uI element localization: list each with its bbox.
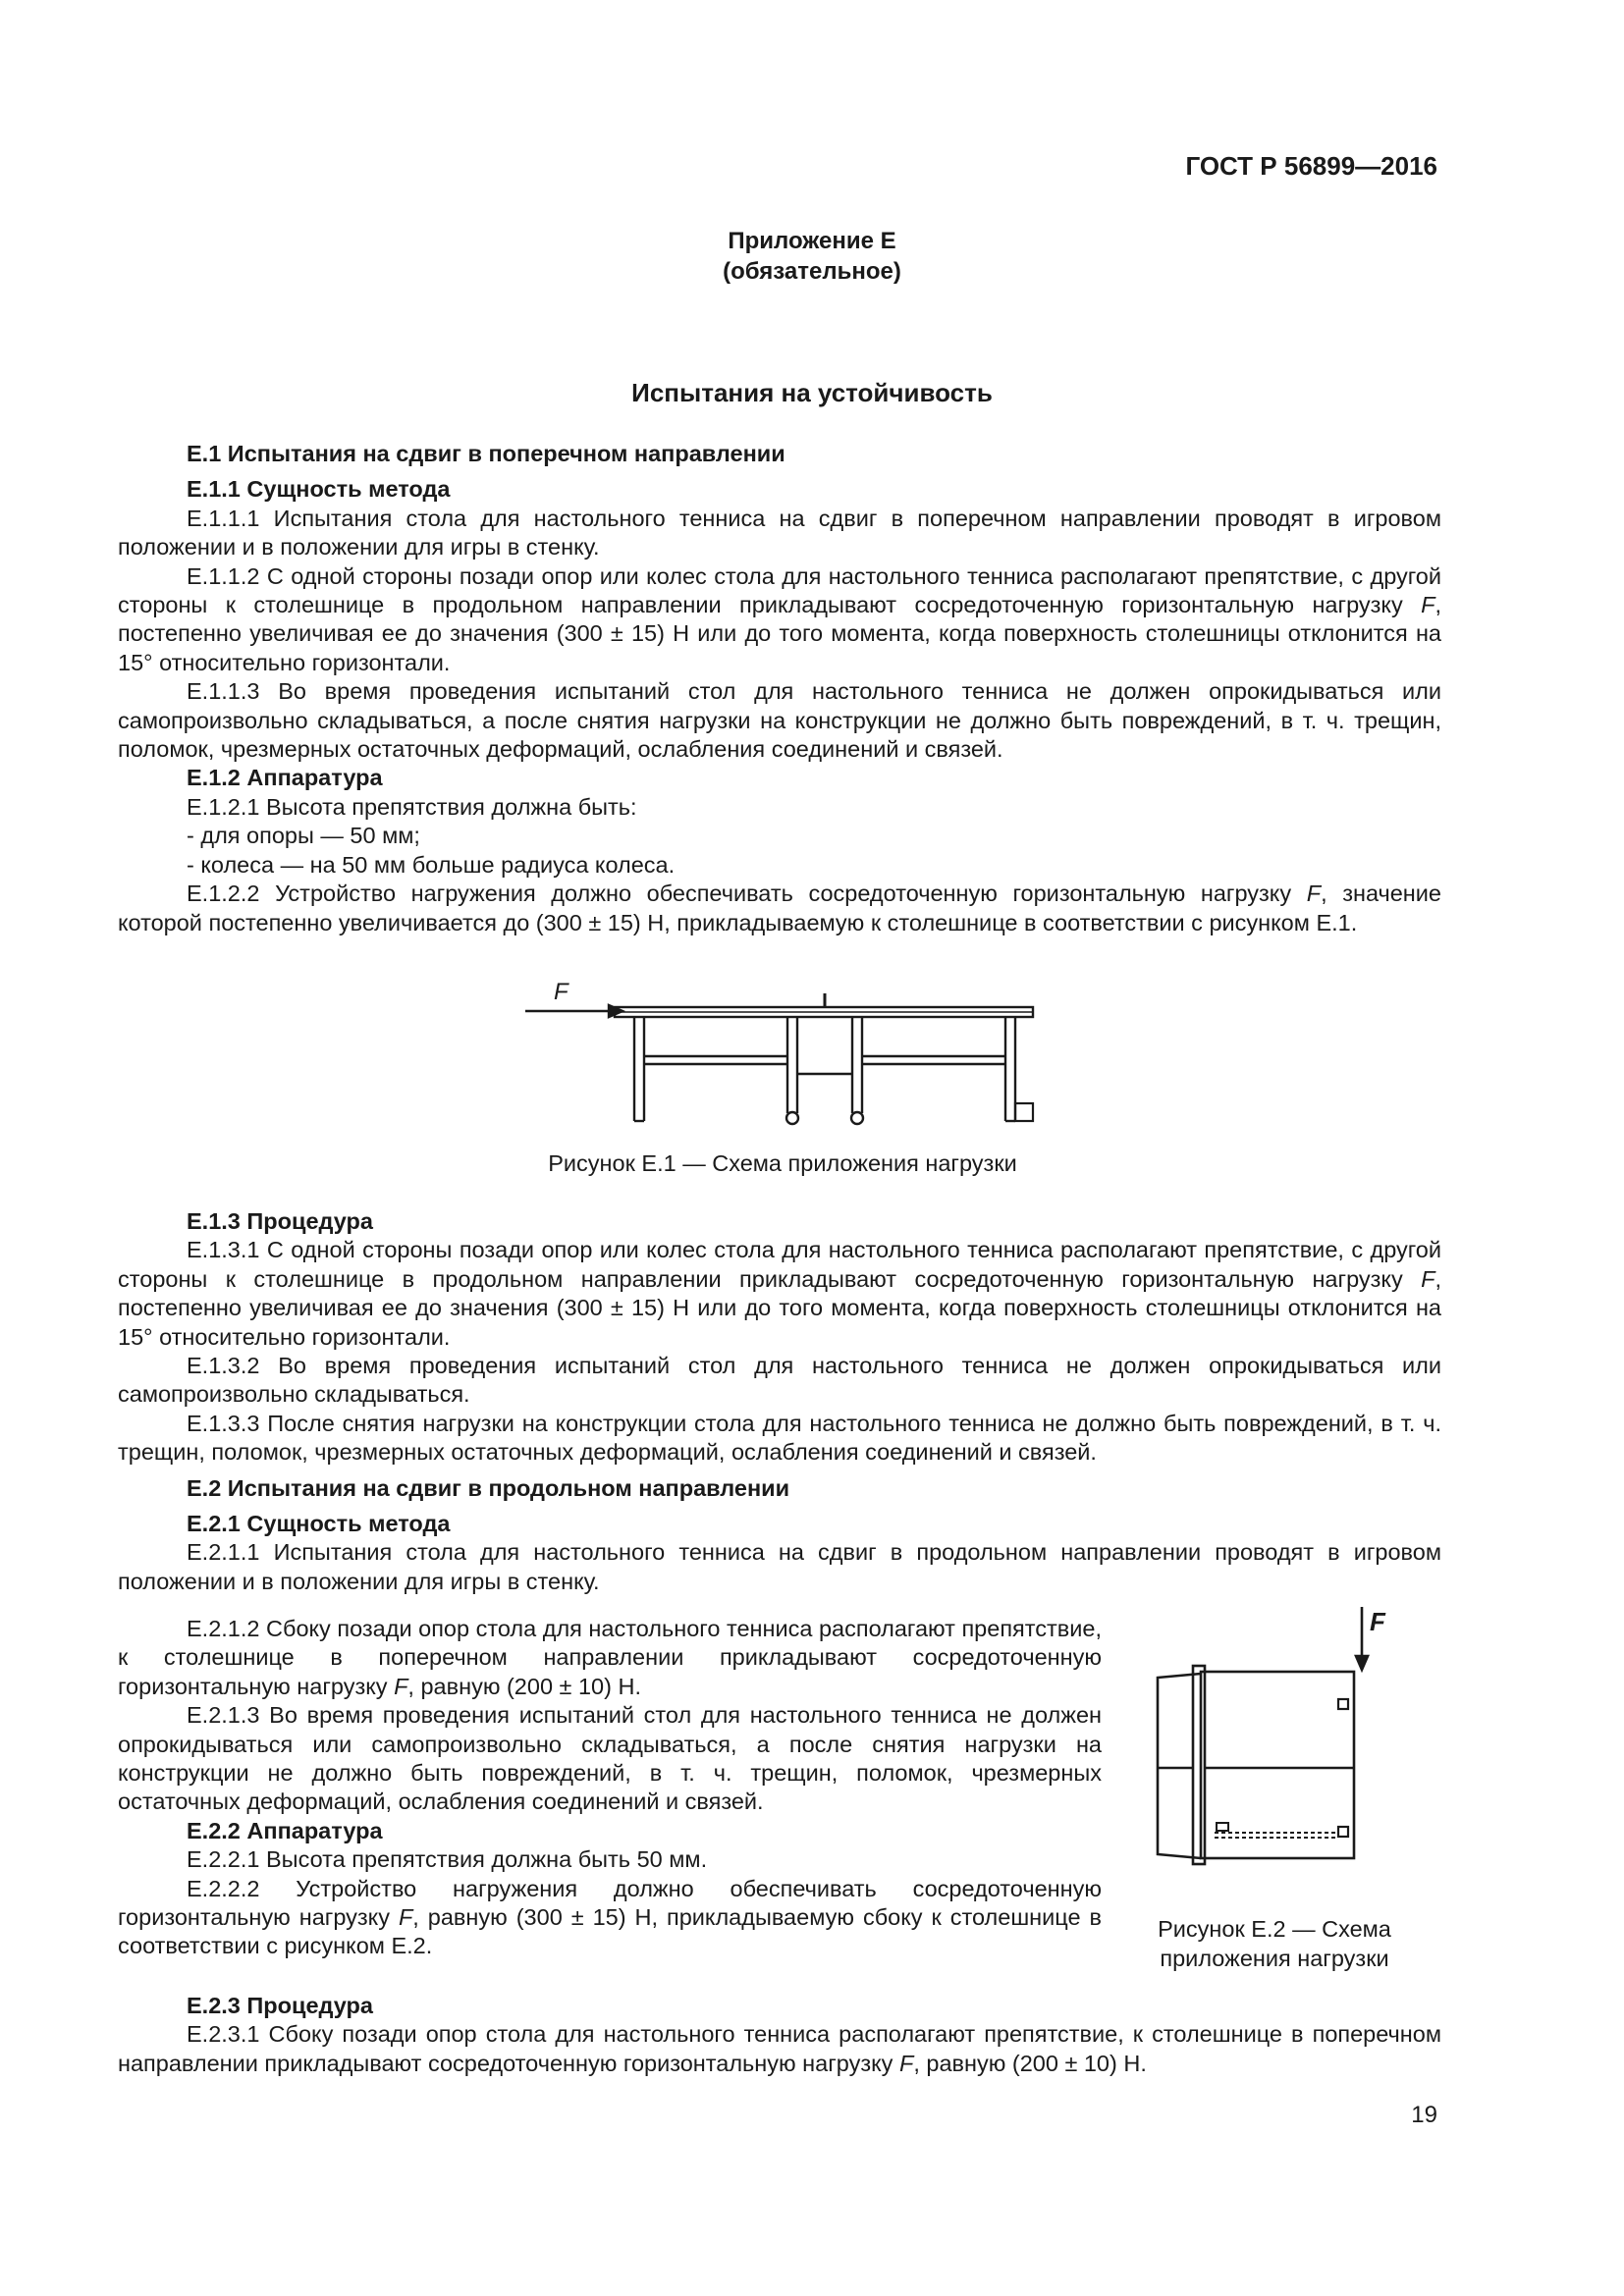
figure-e1-diagram xyxy=(520,972,1051,1129)
force-arrow-head xyxy=(1356,1656,1368,1670)
subsection-heading: Е.1.2 Аппаратура xyxy=(187,765,383,791)
list-item: - для опоры — 50 мм; xyxy=(187,823,420,849)
paragraph: Е.1.2.2 Устройство нагружения должно обеспечивать сосредоточенную горизонтальную нагрузку F, значение которой постепенно увеличивается до (300 ± 15) Н, прикладываемую к столешнице в соответствии с рисунком Е.1. xyxy=(118,881,1441,935)
subsection-heading: Е.2.1 Сущность метода xyxy=(187,1511,451,1537)
paragraph: Е.2.1.2 Сбоку позади опор стола для настольного тенниса располагают препятствие, к столешнице в поперечном направлении прикладывают сосредоточенную горизонтальную нагрузку F, равную (200 ± 10) Н. xyxy=(118,1616,1102,1699)
paragraph: Е.1.3.1 С одной стороны позади опор или колес стола для настольного тенниса располагают препятствие, с другой стороны к столешнице в продольном направлении прикладывают сосредоточенную горизонтальную нагрузку F, постепенно увеличивая ее до значения (300 ± 15) Н или до того момента, когда поверхность столешницы отклонится на 15° относительно горизонтали. xyxy=(118,1237,1441,1350)
paragraph: Е.1.1.2 С одной стороны позади опор или колес стола для настольного тенниса располагают препятствие, с другой стороны к столешнице в продольном направлении прикладывают сосредоточенную горизонтальную нагрузку F, постепенно увеличивая ее до значения (300 ± 15) Н или до того момента, когда поверхность столешницы отклонится на 15° относительно горизонтали. xyxy=(118,562,1441,675)
obstacle xyxy=(1015,1103,1033,1121)
paragraph: Е.1.2.1 Высота препятствия должна быть: xyxy=(187,793,637,820)
section-e2-wrapped-block xyxy=(118,1615,1102,1961)
paragraph: Е.1.1.1 Испытания стола для настольного тенниса на сдвиг в поперечном направлении проводят в игровом положении и в положении для игры в стенку. xyxy=(118,505,1441,561)
folded-half xyxy=(1158,1674,1201,1858)
annex-name: Приложение Е xyxy=(728,228,896,254)
subsection-heading: Е.2.3 Процедура xyxy=(187,1993,373,2018)
section-e1-block xyxy=(118,440,1441,937)
annex-status: (обязательное) xyxy=(723,258,901,285)
figure-e1-caption: Рисунок Е.1 — Схема приложения нагрузки xyxy=(548,1150,1017,1176)
paragraph: Е.2.2.2 Устройство нагружения должно обеспечивать сосредоточенную горизонтальную нагрузку F, равную (300 ± 15) Н, прикладываемую сбоку к столешнице в соответствии с рисунком Е.2. xyxy=(118,1875,1102,1959)
wheel-right xyxy=(851,1112,863,1124)
section-heading: Е.2 Испытания на сдвиг в продольном направлении xyxy=(187,1474,790,1501)
paragraph: Е.2.1.1 Испытания стола для настольного тенниса на сдвиг в продольном направлении проводят в игровом положении и в положении для игры в стенку. xyxy=(118,1539,1441,1594)
paragraph: Е.2.2.1 Высота препятствия должна быть 50 мм. xyxy=(187,1846,708,1873)
section-e1-procedure-block xyxy=(118,1207,1441,1596)
paragraph: Е.1.3.3 После снятия нагрузки на конструкции стола для настольного тенниса не должно быть повреждений, в т. ч. трещин, поломок, чрезмерных остаточных деформаций, ослабления соединений и связей. xyxy=(118,1410,1441,1466)
wheel-left xyxy=(786,1112,798,1124)
page-number: 19 xyxy=(1411,2102,1437,2128)
paragraph: Е.2.1.3 Во время проведения испытаний стол для настольного тенниса не должен опрокидываться или самопроизвольно складываться, а после снятия нагрузки на конструкции не должно быть повреждений, в т. ч. трещин, поломок, чрезмерных остаточных деформаций, ослабления соединений и связей. xyxy=(118,1702,1102,1815)
force-label: F xyxy=(554,979,568,1005)
section-heading: Е.1 Испытания на сдвиг в поперечном направлении xyxy=(187,441,785,466)
subsection-heading: Е.2.2 Аппаратура xyxy=(187,1817,383,1843)
hinge-bar xyxy=(1193,1666,1205,1864)
figure-e2-diagram xyxy=(1144,1605,1399,1899)
obstacle xyxy=(1338,1699,1348,1709)
document-header-id: ГОСТ Р 56899—2016 xyxy=(1185,151,1437,181)
figure-e2-caption: Рисунок Е.2 — Схема приложения нагрузки xyxy=(1158,1916,1391,1971)
paragraph: Е.1.3.2 Во время проведения испытаний стол для настольного тенниса не должен опрокидываться или самопроизвольно складываться. xyxy=(118,1353,1441,1408)
force-label: F xyxy=(1370,1607,1385,1636)
subsection-heading: Е.1.1 Сущность метода xyxy=(187,476,451,503)
subsection-heading: Е.1.3 Процедура xyxy=(187,1208,373,1234)
list-item: - колеса — на 50 мм больше радиуса колеса. xyxy=(187,851,676,878)
paragraph: Е.1.1.3 Во время проведения испытаний стол для настольного тенниса не должен опрокидываться или самопроизвольно складываться, а после снятия нагрузки на конструкции не должно быть повреждений, в т. ч. трещин, поломок, чрезмерных остаточных деформаций, ослабления соединений и связей. xyxy=(118,678,1441,763)
annex-title: Испытания на устойчивость xyxy=(631,378,993,407)
annex-heading xyxy=(0,226,1624,287)
paragraph: Е.2.3.1 Сбоку позади опор стола для настольного тенниса располагают препятствие, к столешнице в поперечном направлении прикладывают сосредоточенную горизонтальную нагрузку F, равную (200 ± 10) Н. xyxy=(118,2021,1441,2076)
section-e2-procedure-block xyxy=(118,1992,1441,2078)
